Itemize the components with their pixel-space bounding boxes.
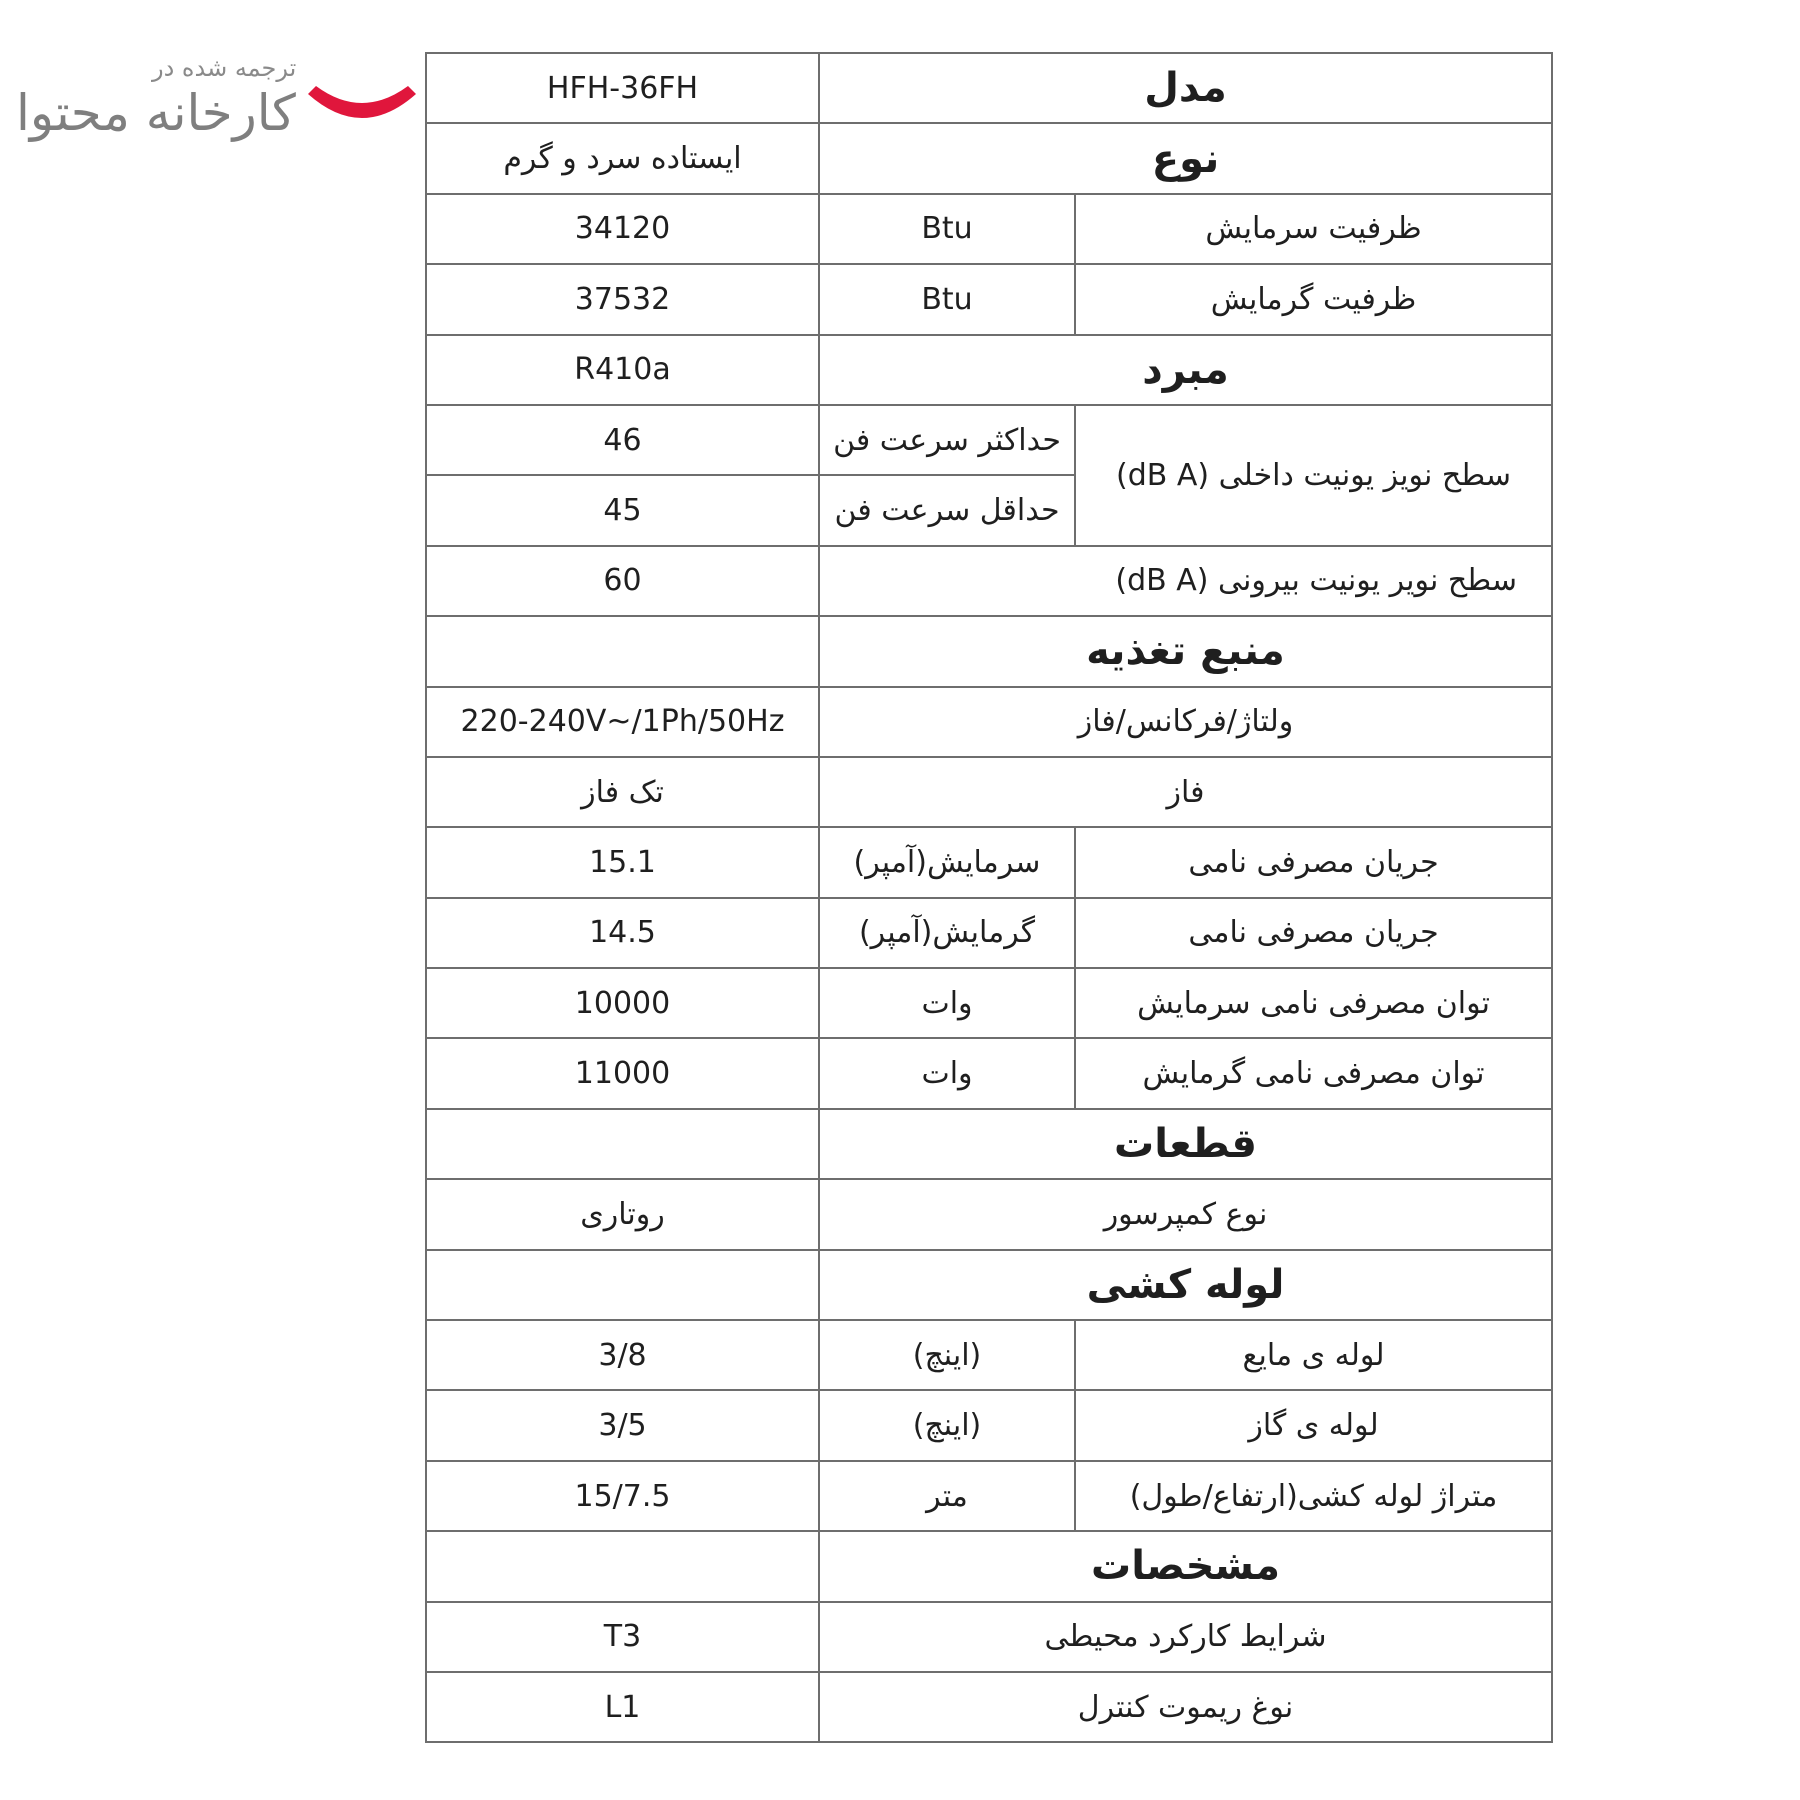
cell-value: 45 — [426, 475, 819, 545]
table-row — [426, 1250, 1552, 1320]
cell-value: تک فاز — [426, 757, 819, 827]
cell-label: سطح نویر یونیت بیرونی (dB A) — [819, 546, 1552, 616]
cell-unit: سرمایش(آمپر) — [819, 827, 1075, 897]
cell-unit: گرمایش(آمپر) — [819, 898, 1075, 968]
cell-value: 10000 — [426, 968, 819, 1038]
cell-value — [426, 1531, 819, 1601]
logo — [12, 48, 412, 158]
cell-unit: وات — [819, 968, 1075, 1038]
table-row — [426, 1179, 1552, 1249]
table-row — [426, 264, 1552, 334]
cell-unit: حداکثر سرعت فن — [819, 405, 1075, 475]
table-row — [426, 616, 1552, 686]
cell-value: 60 — [426, 546, 819, 616]
cell-heading: مبرد — [819, 335, 1552, 405]
table-row — [426, 335, 1552, 405]
cell-label: ظرفیت گرمایش — [1075, 264, 1552, 334]
section-heading: منبع تغذیه — [819, 616, 1552, 686]
logo-tagline: ترجمه شده در — [152, 54, 297, 82]
table-row — [426, 898, 1552, 968]
table-row — [426, 546, 1552, 616]
cell-value: 3/8 — [426, 1320, 819, 1390]
table-row — [426, 1531, 1552, 1601]
cell-label: نوع کمپرسور — [819, 1179, 1552, 1249]
cell-heading: نوع — [819, 123, 1552, 193]
cell-value: 11000 — [426, 1038, 819, 1108]
table-row — [426, 405, 1552, 475]
cell-value: 3/5 — [426, 1390, 819, 1460]
cell-value: L1 — [426, 1672, 819, 1742]
cell-label: ظرفیت سرمایش — [1075, 194, 1552, 264]
cell-label: جریان مصرفی نامی — [1075, 827, 1552, 897]
cell-unit: وات — [819, 1038, 1075, 1108]
table-row — [426, 123, 1552, 193]
cell-value: T3 — [426, 1602, 819, 1672]
cell-label: فاز — [819, 757, 1552, 827]
cell-value: 15.1 — [426, 827, 819, 897]
cell-label: سطح نویز یونیت داخلی (dB A) — [1075, 405, 1552, 546]
cell-label: متراژ لوله کشی(ارتفاع/طول) — [1075, 1461, 1552, 1531]
cell-value: R410a — [426, 335, 819, 405]
table-row — [426, 53, 1552, 123]
cell-label: ولتاژ/فرکانس/فاز — [819, 687, 1552, 757]
section-heading: قطعات — [819, 1109, 1552, 1179]
table-row — [426, 1320, 1552, 1390]
cell-unit: متر — [819, 1461, 1075, 1531]
logo-smile-icon — [302, 72, 422, 142]
table-row — [426, 1038, 1552, 1108]
table-row — [426, 194, 1552, 264]
table-row — [426, 1109, 1552, 1179]
cell-value: HFH-36FH — [426, 53, 819, 123]
cell-value: روتاری — [426, 1179, 819, 1249]
cell-value: 46 — [426, 405, 819, 475]
table-row — [426, 827, 1552, 897]
cell-value — [426, 1250, 819, 1320]
cell-heading: مدل — [819, 53, 1552, 123]
cell-unit: Btu — [819, 194, 1075, 264]
cell-unit: حداقل سرعت فن — [819, 475, 1075, 545]
cell-value — [426, 1109, 819, 1179]
cell-unit: (اینچ) — [819, 1320, 1075, 1390]
cell-value: 37532 — [426, 264, 819, 334]
cell-unit: Btu — [819, 264, 1075, 334]
section-heading: لوله کشی — [819, 1250, 1552, 1320]
cell-value — [426, 616, 819, 686]
cell-value: 15/7.5 — [426, 1461, 819, 1531]
cell-label: شرایط کارکرد محیطی — [819, 1602, 1552, 1672]
table-row — [426, 1390, 1552, 1460]
cell-value: 34120 — [426, 194, 819, 264]
cell-label: توان مصرفی نامی سرمایش — [1075, 968, 1552, 1038]
table-row — [426, 687, 1552, 757]
cell-label: جریان مصرفی نامی — [1075, 898, 1552, 968]
table-row — [426, 968, 1552, 1038]
cell-value: 220-240V~/1Ph/50Hz — [426, 687, 819, 757]
cell-label: لوله ی مایع — [1075, 1320, 1552, 1390]
table-row — [426, 1602, 1552, 1672]
table-row — [426, 1672, 1552, 1742]
cell-value: ایستاده سرد و گرم — [426, 123, 819, 193]
section-heading: مشخصات — [819, 1531, 1552, 1601]
cell-label: لوله ی گاز — [1075, 1390, 1552, 1460]
logo-wordmark: کارخانه محتوا — [16, 84, 296, 142]
cell-unit: (اینچ) — [819, 1390, 1075, 1460]
cell-value: 14.5 — [426, 898, 819, 968]
spec-table — [425, 52, 1553, 1743]
table-row — [426, 1461, 1552, 1531]
table-row — [426, 757, 1552, 827]
cell-label: نوغ ریموت کنترل — [819, 1672, 1552, 1742]
cell-label: توان مصرفی نامی گرمایش — [1075, 1038, 1552, 1108]
